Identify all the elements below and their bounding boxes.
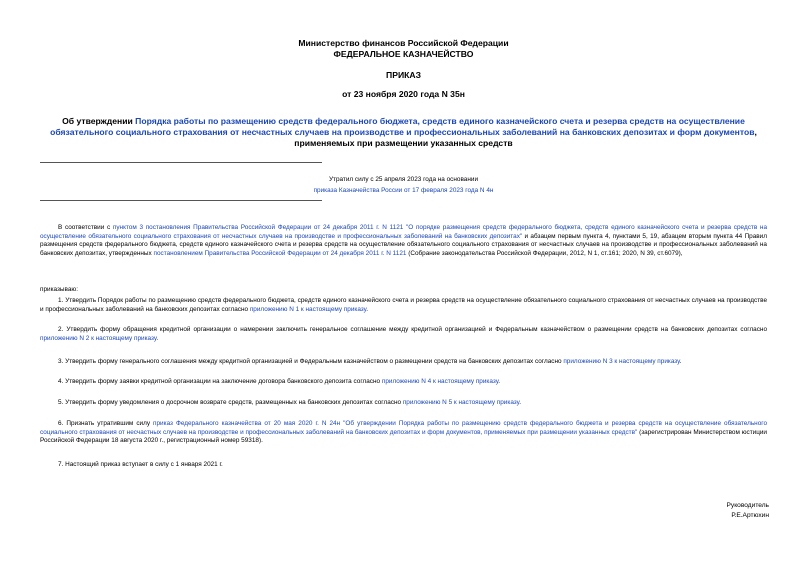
item-4: 4. Утвердить форму заявки кредитной организации на заключение договора банковского депозита согласно приложению N 4 к настоящему приказу. <box>58 378 501 385</box>
repealed-order-link[interactable]: приказ Федерального казначейства от 20 мая 2020 г. N 24н "Об утверждении Порядка работы по размещению средств федерального бюджета и резерва средств на осуществление обязательного социального страхования от несчастных случаев на производстве и профессиональных заболеваний на банковских депозитах и форм документов, применяемых при размещении указанных средств" <box>40 420 768 436</box>
item-6-text: 6. Признать утратившим силу <box>58 420 154 427</box>
agency-name: ФЕДЕРАЛЬНОЕ КАЗНАЧЕЙСТВО <box>333 49 474 59</box>
item-6-tail: (зарегистрирован Министерством юстиции Российской Федерации 18 августа 2020 г., регистрационный номер 59318). <box>40 428 768 445</box>
ministry-name: Министерство финансов Российской Федерации <box>298 38 509 48</box>
preamble <box>40 224 767 258</box>
item-5-text: 5. Утвердить форму уведомления о досрочном возврате средств, размещенных на банковских депозитах согласно <box>58 399 403 406</box>
signature-name: Р.Е.Артюхин <box>731 512 769 519</box>
appendix-4-link[interactable]: приложению N 4 к настоящему приказу <box>381 378 499 385</box>
appendix-3-link[interactable]: приложению N 3 к настоящему приказу <box>563 358 680 365</box>
document-date-number: от 23 ноября 2020 года N 35н <box>342 89 465 99</box>
resolution-link-1[interactable]: пунктом 3 постановления Правительства Российской Федерации от 24 декабря 2011 г. N 1121 "О порядке размещения средств федерального бюджета, средств единого казначейского счета и резерва средств на осуществление обязательного социального страхования от несчастных случаев на производстве и профессиональных заболеваний на банковских депозитах" <box>40 224 767 240</box>
item-7: 7. Настоящий приказ вступает в силу с 1 января 2021 г. <box>58 461 223 468</box>
item-2: 2. Утвердить форму обращения кредитной организации о намерении заключить генеральное соглашение между кредитной организацией и Федеральным казначейством о размещении средств на банковских депозитах согласно приложению N 2 к настоящему приказу. <box>40 326 767 342</box>
preamble-text-2: и абзацем первым пункта 4, пунктами 5, 19, абзацем вторым пункта 44 Правил размещения средств федерального бюджета, средств единого казначейского счета и резерва средств на осуществление обязательного социального страхования от несчастных случаев на производстве и профессиональных заболеваний на банковских депозитах, утвержденных <box>40 232 767 257</box>
divider-top <box>40 162 322 163</box>
appendix-2-link[interactable]: приложению N 2 к настоящему приказу <box>40 334 157 342</box>
item-1: 1. Утвердить Порядок работы по размещению средств федерального бюджета, средств единого казначейского счета и резерва средств на осуществление обязательного социального страхования от несчастных случаев на производстве и профессиональных заболеваний на банковских депозитах согласно приложению N 1 к настоящему приказу. <box>40 297 767 313</box>
divider-bottom <box>40 200 322 201</box>
item-1-text: 1. Утвердить Порядок работы по размещению средств федерального бюджета, средств единого казначейского счета и резерва средств на осуществление обязательного социального страхования от несчастных случаев на производстве и профессиональных заболеваний на банковских депозитах согласно <box>40 297 767 313</box>
repeal-order-link[interactable]: приказа Казначейства России от 17 февраля 2023 года N 4н <box>313 187 494 194</box>
title-link[interactable]: Порядка работы по размещению средств федерального бюджета, средств единого казначейского счета и резерва средств на осуществление обязательного социального страхования от несчастных случаев на производстве и профессиональных заболеваний на банковских депозитах и форм документов <box>50 116 755 137</box>
document-title <box>40 116 767 149</box>
item-3-text: 3. Утвердить форму генерального соглашения между кредитной организацией и Федеральным казначейством о размещении средств на банковских депозитах согласно <box>58 358 564 365</box>
status-note-link-line <box>0 186 807 195</box>
status-note: Утратил силу с 25 апреля 2023 года на основании <box>328 176 479 183</box>
resolution-link-2[interactable]: постановлением Правительства Российской Федерации от 24 декабря 2011 г. N 1121 <box>153 249 407 257</box>
item-2-text: 2. Утвердить форму обращения кредитной организации о намерении заключить генеральное соглашение между кредитной организацией и Федеральным казначейством о размещении средств на банковских депозитах согласно <box>58 326 767 333</box>
title-suffix: , применяемых при размещении указанных средств <box>294 127 757 148</box>
title-prefix: Об утверждении <box>62 116 136 126</box>
appendix-5-link[interactable]: приложению N 5 к настоящему приказу <box>402 399 520 406</box>
appendix-1-link[interactable]: приложению N 1 к настоящему приказу <box>249 305 367 313</box>
item-3: 3. Утвердить форму генерального соглашения между кредитной организацией и Федеральным казначейством о размещении средств на банковских депозитах согласно приложению N 3 к настоящему приказу. <box>58 358 682 365</box>
item-6 <box>40 420 767 446</box>
preamble-text-3: (Собрание законодательства Российской Федерации, 2012, N 1, ст.161; 2020, N 39, ст.6079), <box>406 249 683 257</box>
item-5: 5. Утвердить форму уведомления о досрочном возврате средств, размещенных на банковских депозитах согласно приложению N 5 к настоящему приказу. <box>58 399 521 406</box>
document-type: ПРИКАЗ <box>386 70 421 80</box>
signature-role: Руководитель <box>726 502 769 509</box>
order-word: приказываю: <box>40 286 78 293</box>
item-4-text: 4. Утвердить форму заявки кредитной организации на заключение договора банковского депозита согласно <box>58 378 382 385</box>
preamble-text-1: В соответствии с <box>58 224 113 231</box>
